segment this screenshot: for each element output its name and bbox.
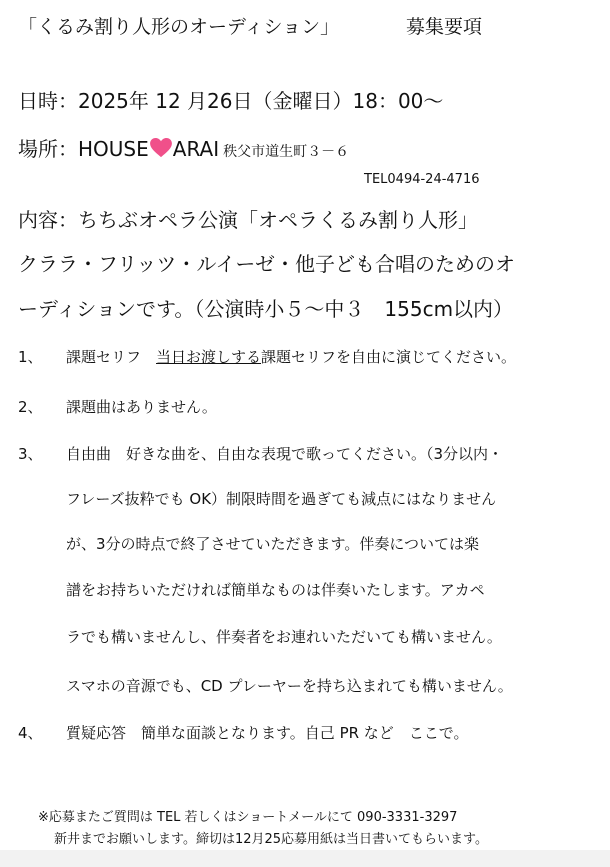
bottom-scroll-area (0, 850, 610, 867)
item-1-pre: 課題セリフ (66, 348, 157, 366)
content-line-3: ーディションです。（公演時小５～中３ 155cm以内） (18, 297, 514, 321)
datetime-line: 日時：2025年 12 月26日（金曜日）18：00～ (18, 89, 444, 113)
list-item-3-line-5: ラでも構いませんし、伴奏者をお連れいただいても構いません。 (66, 628, 502, 646)
place-address: 秩父市道生町３－６ (223, 144, 350, 160)
list-item-4: 質疑応答 簡単な面談となります。自己 PR など ここで。 (66, 724, 469, 742)
footer-line-2: 新井までお願いします。締切は12月25応募用紙は当日書いてもらいます。 (54, 832, 489, 847)
place-name-end: ARAI (172, 137, 220, 161)
place-label: 場所：HOUSE (18, 137, 149, 161)
footer-line-1: ※応募またご質問は TEL 若しくはショートメールにて 090-3331-3297 (38, 810, 458, 825)
list-item-3-line-2: フレーズ抜粋でも OK）制限時間を過ぎても減点にはなりません (66, 490, 497, 508)
content-line-2: クララ・フリッツ・ルイーゼ・他子ども合唱のためのオ (18, 252, 515, 276)
list-item-3-line-1: 自由曲 好きな曲を、自由な表現で歌ってください。（3分以内・ (66, 445, 504, 463)
list-item-3-line-4: 譜をお持ちいただければ簡単なものは伴奏いたします。アカペ (66, 581, 485, 599)
place-line (18, 133, 349, 162)
item-number-1: 1、 (18, 348, 43, 366)
list-item-3-line-6: スマホの音源でも、CD プレーヤーを持ち込まれても構いません。 (66, 677, 513, 695)
item-number-4: 4、 (18, 724, 43, 742)
list-item-2: 課題曲はありません。 (66, 398, 217, 416)
heart-icon (150, 138, 172, 158)
list-item-3-line-3: が、3分の時点で終了させていただきます。伴奏については楽 (66, 535, 480, 553)
item-number-2: 2、 (18, 398, 43, 416)
item-1-post: 課題セリフを自由に演じてください。 (261, 348, 517, 366)
phone-number: TEL0494-24-4716 (364, 172, 480, 187)
item-1-underlined: 当日お渡しする (156, 348, 262, 366)
document-subtitle: 募集要項 (406, 16, 483, 38)
list-item-1 (66, 346, 516, 367)
content-line-1: 内容：ちちぶオペラ公演「オペラくるみ割り人形」 (18, 208, 478, 232)
item-number-3: 3、 (18, 445, 43, 463)
document-title: 「くるみ割り人形のオーディション」 (18, 16, 340, 38)
